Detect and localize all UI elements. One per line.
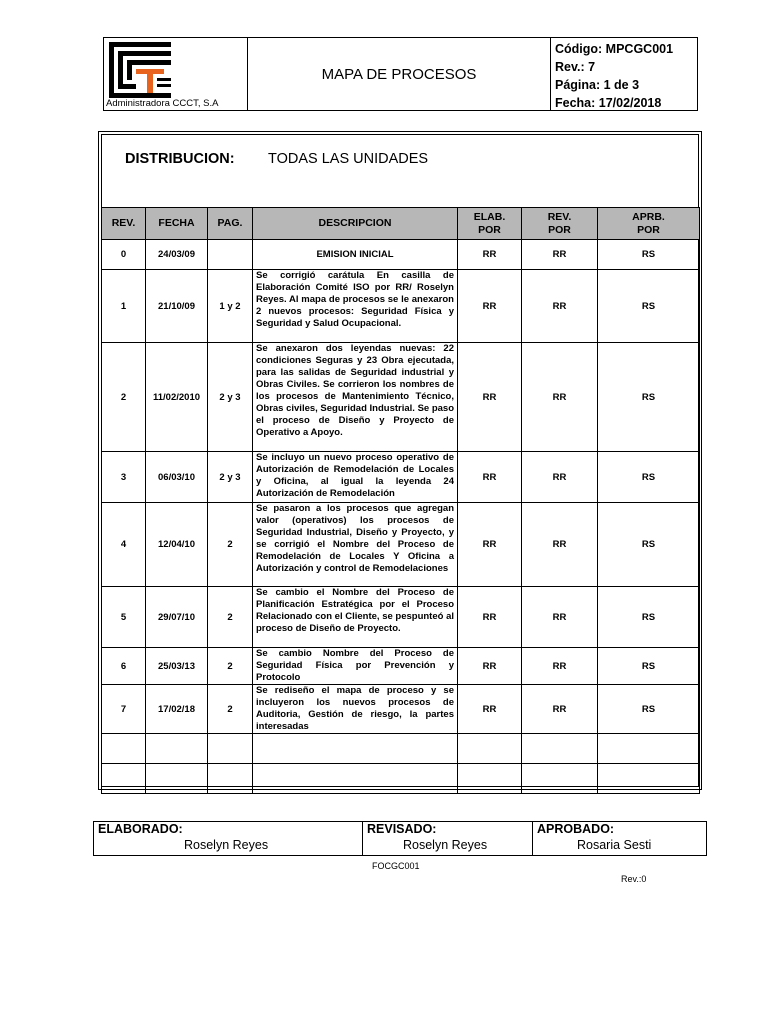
- cell-rev: 7: [102, 685, 146, 734]
- signature-block: [93, 821, 707, 856]
- cell-aprb-por: RS: [598, 343, 700, 452]
- cell-elab-por: RR: [458, 685, 522, 734]
- table-row: [102, 452, 700, 503]
- revisado-name: Roselyn Reyes: [403, 838, 488, 852]
- revisado-label: REVISADO:: [367, 822, 437, 836]
- cell-aprb-por: [598, 734, 700, 764]
- col-rev: REV.: [102, 208, 146, 240]
- cell-rev-por: [522, 764, 598, 794]
- cell-rev-por: RR: [522, 343, 598, 452]
- cell-rev: 4: [102, 503, 146, 587]
- cell-elab-por: RR: [458, 240, 522, 270]
- cell-rev-por: RR: [522, 587, 598, 648]
- cell-fecha: [146, 734, 208, 764]
- cell-rev-por: RR: [522, 270, 598, 343]
- cell-fecha: 29/07/10: [146, 587, 208, 648]
- cell-descripcion: [253, 764, 458, 794]
- aprobado-cell: [533, 822, 706, 855]
- cell-rev-por: [522, 734, 598, 764]
- cell-rev: 5: [102, 587, 146, 648]
- table-row: [102, 503, 700, 587]
- doc-page: Página: 1 de 3: [555, 78, 640, 92]
- cell-rev: 2: [102, 343, 146, 452]
- cell-rev: 3: [102, 452, 146, 503]
- elaborado-label: ELABORADO:: [98, 822, 183, 836]
- cell-rev: 6: [102, 648, 146, 685]
- revisado-cell: [363, 822, 533, 855]
- cell-pag: 2: [208, 648, 253, 685]
- doc-date: Fecha: 17/02/2018: [555, 96, 662, 110]
- table-row: [102, 270, 700, 343]
- form-code: FOCGC001: [372, 861, 420, 871]
- cell-descripcion: [253, 734, 458, 764]
- aprobado-name: Rosaria Sesti: [577, 838, 652, 852]
- logo-cell: [104, 38, 248, 110]
- cell-elab-por: [458, 734, 522, 764]
- cell-aprb-por: RS: [598, 270, 700, 343]
- cell-descripcion: Se pasaron a los procesos que agregan valor (operativos) los procesos de Seguridad Industrial, Diseño y Proyecto, y se corrigió el Nombre del Proceso de Remodelación de Locales Y Oficina a Autorización y control de Remodelaciones: [253, 503, 458, 587]
- cell-aprb-por: RS: [598, 587, 700, 648]
- cell-rev: [102, 734, 146, 764]
- elaborado-cell: [94, 822, 363, 855]
- revision-table: [101, 207, 700, 794]
- cell-rev: [102, 764, 146, 794]
- cell-rev-por: RR: [522, 240, 598, 270]
- elaborado-name: Roselyn Reyes: [184, 838, 269, 852]
- cell-aprb-por: RS: [598, 685, 700, 734]
- table-row: [102, 240, 700, 270]
- form-revision: Rev.:0: [621, 874, 647, 884]
- cell-pag: [208, 734, 253, 764]
- cell-descripcion: Se cambio Nombre del Proceso de Seguridad Física por Prevención y Protocolo: [253, 648, 458, 685]
- cell-fecha: 24/03/09: [146, 240, 208, 270]
- cell-descripcion: EMISION INICIAL: [253, 240, 458, 270]
- cell-elab-por: RR: [458, 587, 522, 648]
- table-row: [102, 587, 700, 648]
- cell-rev-por: RR: [522, 648, 598, 685]
- document-title: MAPA DE PROCESOS: [248, 38, 551, 110]
- aprobado-label: APROBADO:: [537, 822, 615, 836]
- cell-fecha: 25/03/13: [146, 648, 208, 685]
- cell-elab-por: RR: [458, 503, 522, 587]
- table-row: [102, 685, 700, 734]
- cell-aprb-por: [598, 764, 700, 794]
- col-elab-por: ELAB. POR: [458, 208, 522, 240]
- distribucion-value: TODAS LAS UNIDADES: [268, 151, 429, 167]
- ccct-logo-icon: [109, 42, 171, 98]
- doc-revision: Rev.: 7: [555, 60, 596, 74]
- document-header: [103, 37, 698, 111]
- cell-aprb-por: RS: [598, 503, 700, 587]
- table-row: [102, 648, 700, 685]
- cell-fecha: 12/04/10: [146, 503, 208, 587]
- doc-code: Código: MPCGC001: [555, 42, 674, 56]
- cell-fecha: 17/02/18: [146, 685, 208, 734]
- cell-descripcion: Se cambio el Nombre del Proceso de Planificación Estratégica por el Proceso Relacionado con el Cliente, se pespunteó al proceso de Diseño de Proyecto.: [253, 587, 458, 648]
- cell-elab-por: RR: [458, 452, 522, 503]
- cell-elab-por: RR: [458, 343, 522, 452]
- company-name: Administradora CCCT, S.A: [106, 98, 219, 109]
- distribucion-label: DISTRIBUCION:: [125, 151, 235, 167]
- table-row: [102, 734, 700, 764]
- cell-pag: [208, 764, 253, 794]
- cell-rev-por: RR: [522, 685, 598, 734]
- cell-descripcion: Se anexaron dos leyendas nuevas: 22 condiciones Seguras y 23 Obra ejecutada, para las salidas de Seguridad industrial y Obras Civiles. Se corrieron los nombres de los procesos de Mantenimiento Técnico, Obras civiles, Seguridad Industrial. Se paso el proceso de Diseño y Proyecto de Operativo a Apoyo.: [253, 343, 458, 452]
- cell-rev-por: RR: [522, 503, 598, 587]
- cell-pag: 2: [208, 685, 253, 734]
- revision-table-header: [102, 208, 700, 240]
- cell-aprb-por: RS: [598, 648, 700, 685]
- cell-rev: 0: [102, 240, 146, 270]
- table-row: [102, 764, 700, 794]
- cell-fecha: 06/03/10: [146, 452, 208, 503]
- cell-elab-por: [458, 764, 522, 794]
- cell-aprb-por: RS: [598, 452, 700, 503]
- cell-pag: 2: [208, 587, 253, 648]
- cell-rev-por: RR: [522, 452, 598, 503]
- cell-elab-por: RR: [458, 648, 522, 685]
- cell-pag: 2 y 3: [208, 452, 253, 503]
- cell-descripcion: Se incluyo un nuevo proceso operativo de Autorización de Remodelación de Locales y Oficina, al igual la leyenda 24 Autorización de Remodelación: [253, 452, 458, 503]
- cell-pag: 2: [208, 503, 253, 587]
- cell-pag: 2 y 3: [208, 343, 253, 452]
- cell-descripcion: Se rediseño el mapa de proceso y se incluyeron los nuevos procesos de Auditoria, Gestión de riesgo, la partes interesadas: [253, 685, 458, 734]
- cell-elab-por: RR: [458, 270, 522, 343]
- document-meta: [551, 38, 697, 110]
- col-aprb-por: APRB. POR: [598, 208, 700, 240]
- col-rev-por: REV. POR: [522, 208, 598, 240]
- cell-rev: 1: [102, 270, 146, 343]
- col-fecha: FECHA: [146, 208, 208, 240]
- cell-fecha: [146, 764, 208, 794]
- cell-aprb-por: RS: [598, 240, 700, 270]
- table-row: [102, 343, 700, 452]
- cell-fecha: 11/02/2010: [146, 343, 208, 452]
- cell-descripcion: Se corrigió carátula En casilla de Elaboración Comité ISO por RR/ Roselyn Reyes. Al mapa de procesos se le anexaron 2 nuevos procesos: Seguridad Física y Seguridad y Salud Ocupacional.: [253, 270, 458, 343]
- cell-fecha: 21/10/09: [146, 270, 208, 343]
- col-descripcion: DESCRIPCION: [253, 208, 458, 240]
- cell-pag: 1 y 2: [208, 270, 253, 343]
- cell-pag: [208, 240, 253, 270]
- col-pag: PAG.: [208, 208, 253, 240]
